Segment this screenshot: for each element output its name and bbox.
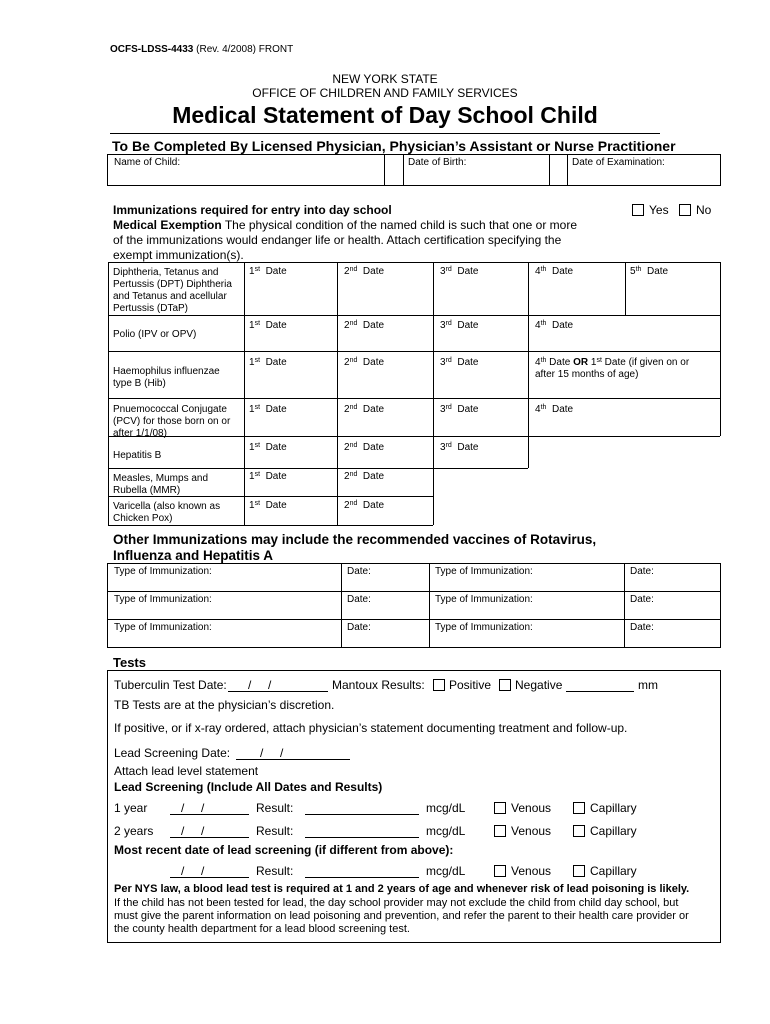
- date-word: Date: [362, 320, 385, 331]
- office-name: OFFICE OF CHILDREN AND FAMILY SERVICES: [252, 86, 518, 100]
- lead-result-input[interactable]: [305, 814, 419, 815]
- exemption-line-2: of the immunizations would endanger life or health. Attach certification specifying the: [113, 233, 562, 247]
- lead-age-label: 2 years: [114, 824, 154, 838]
- ordinal-suffix: rd: [445, 442, 452, 449]
- result-label: Result:: [256, 801, 294, 815]
- ordinal-number: 2: [344, 471, 350, 482]
- immunization-date-cell[interactable]: [249, 442, 287, 454]
- lead-date-slashes: / /: [260, 746, 284, 760]
- ordinal-number: 1: [249, 357, 255, 368]
- capillary-checkbox[interactable]: [573, 865, 585, 877]
- col-divider: [429, 563, 430, 648]
- exemption-line-3: exempt immunization(s).: [113, 248, 244, 262]
- immunization-date-cell[interactable]: [535, 320, 573, 332]
- immunization-date-cell[interactable]: [535, 404, 573, 416]
- date-word: Date: [265, 471, 287, 482]
- ordinal-suffix: th: [540, 404, 547, 411]
- hib-line: type B (Hib): [113, 378, 166, 389]
- ordinal-number: 1: [590, 357, 597, 368]
- hib-4th-date-cell[interactable]: [535, 357, 689, 381]
- ordinal-suffix: th: [635, 266, 642, 273]
- no-label: No: [696, 203, 712, 217]
- col-divider: [624, 563, 625, 648]
- hepb-label: Hepatitis B: [113, 450, 162, 461]
- hib-line: Haemophilus influenzae: [113, 366, 220, 377]
- mmr-line: Rubella (MMR): [113, 485, 181, 496]
- unit-label: mcg/dL: [426, 824, 466, 838]
- ordinal-number: 2: [344, 266, 350, 277]
- dob-field[interactable]: Date of Birth:: [408, 157, 467, 168]
- ordinal-number: 4: [535, 320, 541, 331]
- immunization-date-cell[interactable]: [249, 471, 287, 483]
- date-word: Date: [265, 442, 287, 453]
- date-word: Date: [265, 357, 287, 368]
- immunization-type-field[interactable]: Type of Immunization:: [114, 594, 212, 605]
- ordinal-suffix: nd: [349, 320, 358, 327]
- ordinal-suffix: st: [254, 320, 261, 327]
- ordinal-suffix: st: [254, 266, 261, 273]
- ordinal-number: 1: [249, 442, 255, 453]
- exemption-text-1: The physical condition of the named child is such that one or more: [221, 218, 578, 232]
- date-word: Date: [362, 471, 385, 482]
- polio-label: Polio (IPV or OPV): [113, 329, 197, 340]
- negative-checkbox[interactable]: [499, 679, 511, 691]
- date-word: Date: [362, 357, 385, 368]
- ordinal-suffix: st: [596, 357, 602, 364]
- immunization-date-cell[interactable]: [440, 442, 478, 454]
- ordinal-number: 1: [249, 500, 255, 511]
- immunization-date-cell[interactable]: [344, 320, 384, 332]
- other-immunizations-heading-2: Influenza and Hepatitis A: [113, 548, 274, 563]
- date-word: Date: [265, 500, 287, 511]
- yes-label: Yes: [649, 203, 669, 217]
- page-title: Medical Statement of Day School Child: [172, 102, 598, 128]
- col-divider: [341, 563, 342, 648]
- positive-checkbox[interactable]: [433, 679, 445, 691]
- venous-label: Venous: [511, 824, 552, 838]
- dtap-label: [113, 267, 232, 315]
- ordinal-number: 1: [249, 404, 255, 415]
- ordinal-number: 2: [344, 500, 350, 511]
- hib-label: [113, 366, 220, 390]
- pcv-label: [113, 404, 230, 440]
- ordinal-suffix: rd: [445, 357, 452, 364]
- date-word: Date: [551, 320, 574, 331]
- other-immunizations-heading-1: Other Immunizations may include the recommended vaccines of Rotavirus,: [113, 532, 597, 547]
- ordinal-number: 3: [440, 320, 446, 331]
- divider: [567, 154, 568, 186]
- child-name-field[interactable]: Name of Child:: [114, 157, 181, 168]
- ordinal-suffix: st: [254, 442, 261, 449]
- tuberculin-date-slashes: / /: [248, 678, 272, 692]
- negative-label: Negative: [515, 678, 563, 692]
- title-rule: [110, 133, 660, 134]
- immunization-date-cell[interactable]: [630, 266, 668, 278]
- lead-age-label: 1 year: [114, 801, 148, 815]
- ordinal-suffix: nd: [349, 404, 358, 411]
- date-word: Date: [362, 442, 385, 453]
- date-word: Date: [265, 404, 287, 415]
- mm-label: mm: [638, 678, 658, 692]
- date-word: Date: [265, 266, 287, 277]
- immunization-date-field[interactable]: Date:: [630, 566, 654, 577]
- immunization-date-cell[interactable]: [344, 471, 384, 483]
- mmr-line: Measles, Mumps and: [113, 473, 209, 484]
- immunization-date-cell[interactable]: [344, 404, 384, 416]
- form-id-line: [110, 44, 293, 55]
- date-word: Date: [362, 404, 385, 415]
- ordinal-number: 2: [344, 357, 350, 368]
- ordinal-number: 3: [440, 357, 446, 368]
- capillary-label: Capillary: [590, 864, 637, 878]
- immunization-date-cell[interactable]: [249, 404, 287, 416]
- lead-result-input[interactable]: [305, 837, 419, 838]
- date-word: Date: [551, 404, 574, 415]
- no-checkbox[interactable]: [679, 204, 691, 216]
- immunization-date-field[interactable]: Date:: [347, 566, 371, 577]
- venous-checkbox[interactable]: [494, 802, 506, 814]
- ordinal-suffix: rd: [445, 266, 452, 273]
- lead-date-slashes: / /: [181, 801, 205, 815]
- immunization-date-cell[interactable]: [344, 442, 384, 454]
- varicella-label: [113, 501, 220, 525]
- ordinal-suffix: nd: [349, 266, 358, 273]
- capillary-label: Capillary: [590, 824, 637, 838]
- date-word: Date: [265, 320, 287, 331]
- date-word: Date: [457, 357, 479, 368]
- dtap-line: and Tetanus and acellular: [113, 291, 227, 302]
- immunization-date-field[interactable]: Date:: [630, 622, 654, 633]
- pcv-line: Pnuemococcal Conjugate: [113, 404, 227, 415]
- exam-date-field[interactable]: Date of Examination:: [572, 157, 665, 168]
- ordinal-number: 5: [630, 266, 636, 277]
- immunization-date-cell[interactable]: [344, 357, 384, 369]
- yes-checkbox[interactable]: [632, 204, 644, 216]
- ordinal-suffix: th: [540, 320, 547, 327]
- venous-label: Venous: [511, 864, 552, 878]
- immunization-date-cell[interactable]: [249, 266, 287, 278]
- tests-heading: Tests: [113, 655, 146, 670]
- capillary-checkbox[interactable]: [573, 825, 585, 837]
- ordinal-number: 4: [535, 357, 541, 368]
- ordinal-suffix: st: [254, 357, 261, 364]
- immunization-date-cell[interactable]: [344, 500, 384, 512]
- date-word: Date: [362, 500, 385, 511]
- hib-date-note: after 15 months of age): [535, 369, 639, 380]
- exemption-line-1: [113, 218, 577, 232]
- lead-date-label: Lead Screening Date:: [114, 746, 231, 760]
- immunization-date-cell[interactable]: [249, 357, 287, 369]
- nys-text-2: must give the parent information on lead poisoning and prevention, and refer the parent to their health care provider or: [114, 910, 689, 922]
- immunization-date-cell[interactable]: [440, 357, 478, 369]
- lead-date-input[interactable]: [236, 759, 350, 760]
- result-label: Result:: [256, 824, 294, 838]
- form-id: OCFS-LDSS-4433: [110, 44, 194, 55]
- lead-date-slashes: / /: [181, 864, 205, 878]
- ordinal-number: 4: [535, 266, 541, 277]
- nys-law-statement: Per NYS law, a blood lead test is required at 1 and 2 years of age and whenever risk of lead poisoning is likely.: [114, 883, 690, 895]
- ordinal-suffix: rd: [445, 320, 452, 327]
- ordinal-suffix: th: [540, 357, 547, 364]
- dtap-line: Diphtheria, Tetanus and: [113, 267, 219, 278]
- ordinal-suffix: st: [254, 500, 261, 507]
- immunization-type-field[interactable]: Type of Immunization:: [114, 566, 212, 577]
- mantoux-label: Mantoux Results:: [332, 678, 425, 692]
- immunization-date-cell[interactable]: [535, 266, 573, 278]
- ordinal-number: 1: [249, 266, 255, 277]
- ordinal-number: 2: [344, 442, 350, 453]
- venous-checkbox[interactable]: [494, 825, 506, 837]
- ordinal-number: 1: [249, 471, 255, 482]
- hib-date-text: Date: [546, 357, 574, 368]
- date-word: Date: [551, 266, 574, 277]
- ordinal-suffix: nd: [349, 471, 358, 478]
- ordinal-number: 4: [535, 404, 541, 415]
- tuberculin-date-input[interactable]: [228, 691, 328, 692]
- nys-text-1: If the child has not been tested for lead, the day school provider may not exclude the child from child day school, but: [114, 897, 679, 909]
- row-divider: [107, 619, 721, 620]
- divider: [403, 154, 404, 186]
- immunization-type-field[interactable]: Type of Immunization:: [435, 566, 533, 577]
- hib-date-text: Date (if given on or: [601, 357, 690, 368]
- immunization-date-field[interactable]: Date:: [347, 622, 371, 633]
- immunization-date-cell[interactable]: [344, 266, 384, 278]
- ordinal-suffix: nd: [349, 357, 358, 364]
- venous-label: Venous: [511, 801, 552, 815]
- positive-label: Positive: [449, 678, 492, 692]
- ordinal-number: 1: [249, 320, 255, 331]
- capillary-label: Capillary: [590, 801, 637, 815]
- immunization-date-field[interactable]: Date:: [347, 594, 371, 605]
- varicella-line: Chicken Pox): [113, 513, 173, 524]
- page-subtitle: To Be Completed By Licensed Physician, Physician’s Assistant or Nurse Practitioner: [112, 138, 676, 154]
- lead-result-input[interactable]: [305, 877, 419, 878]
- ordinal-number: 3: [440, 404, 446, 415]
- unit-label: mcg/dL: [426, 801, 466, 815]
- mmr-label: [113, 473, 208, 497]
- ordinal-number: 2: [344, 404, 350, 415]
- nys-text-3: the county health department for a lead blood screening test.: [114, 923, 410, 935]
- date-word: Date: [362, 266, 385, 277]
- tuberculin-label: Tuberculin Test Date:: [114, 678, 227, 692]
- immunization-date-cell[interactable]: [440, 404, 478, 416]
- form-revision: (Rev. 4/2008) FRONT: [193, 44, 294, 55]
- exemption-label: Medical Exemption: [113, 218, 222, 232]
- divider: [549, 154, 550, 186]
- ordinal-suffix: th: [540, 266, 547, 273]
- ordinal-suffix: nd: [349, 442, 358, 449]
- ordinal-suffix: st: [254, 471, 261, 478]
- date-word: Date: [457, 442, 479, 453]
- hib-or: OR: [573, 357, 589, 368]
- immunization-type-field[interactable]: Type of Immunization:: [114, 622, 212, 633]
- immunization-date-field[interactable]: Date:: [630, 594, 654, 605]
- ordinal-number: 3: [440, 442, 446, 453]
- immunization-type-field[interactable]: Type of Immunization:: [435, 594, 533, 605]
- varicella-line: Varicella (also known as: [113, 501, 221, 512]
- immunization-date-cell[interactable]: [440, 266, 478, 278]
- date-word: Date: [457, 404, 479, 415]
- immunization-date-cell[interactable]: [440, 320, 478, 332]
- pcv-line: after 1/1/08): [113, 428, 167, 439]
- row-divider: [107, 591, 721, 592]
- date-word: Date: [457, 266, 479, 277]
- ordinal-suffix: nd: [349, 500, 358, 507]
- ordinal-number: 3: [440, 266, 446, 277]
- tb-note: TB Tests are at the physician’s discretion.: [114, 698, 335, 712]
- date-word: Date: [457, 320, 479, 331]
- result-label: Result:: [256, 864, 294, 878]
- dtap-line: Pertussis (DTaP): [113, 303, 189, 314]
- dtap-line: Pertussis (DPT) Diphtheria: [113, 279, 232, 290]
- immunizations-heading: Immunizations required for entry into day school: [113, 203, 392, 217]
- capillary-checkbox[interactable]: [573, 802, 585, 814]
- pcv-line: (PCV) for those born on or: [113, 416, 231, 427]
- attach-lead-note: Attach lead level statement: [114, 764, 259, 778]
- date-word: Date: [646, 266, 669, 277]
- unit-label: mcg/dL: [426, 864, 466, 878]
- state-name: NEW YORK STATE: [332, 72, 438, 86]
- xray-note: If positive, or if x-ray ordered, attach physician’s statement documenting treatment and follow-up.: [114, 721, 628, 735]
- mm-input[interactable]: [566, 691, 634, 692]
- divider: [384, 154, 385, 186]
- immunization-date-cell[interactable]: [249, 500, 287, 512]
- ordinal-number: 2: [344, 320, 350, 331]
- venous-checkbox[interactable]: [494, 865, 506, 877]
- recent-lead-heading: Most recent date of lead screening (if different from above):: [114, 843, 454, 857]
- immunization-type-field[interactable]: Type of Immunization:: [435, 622, 533, 633]
- lead-date-slashes: / /: [181, 824, 205, 838]
- lead-screening-heading: Lead Screening (Include All Dates and Results): [114, 780, 383, 794]
- ordinal-suffix: rd: [445, 404, 452, 411]
- immunization-date-cell[interactable]: [249, 320, 287, 332]
- ordinal-suffix: st: [254, 404, 261, 411]
